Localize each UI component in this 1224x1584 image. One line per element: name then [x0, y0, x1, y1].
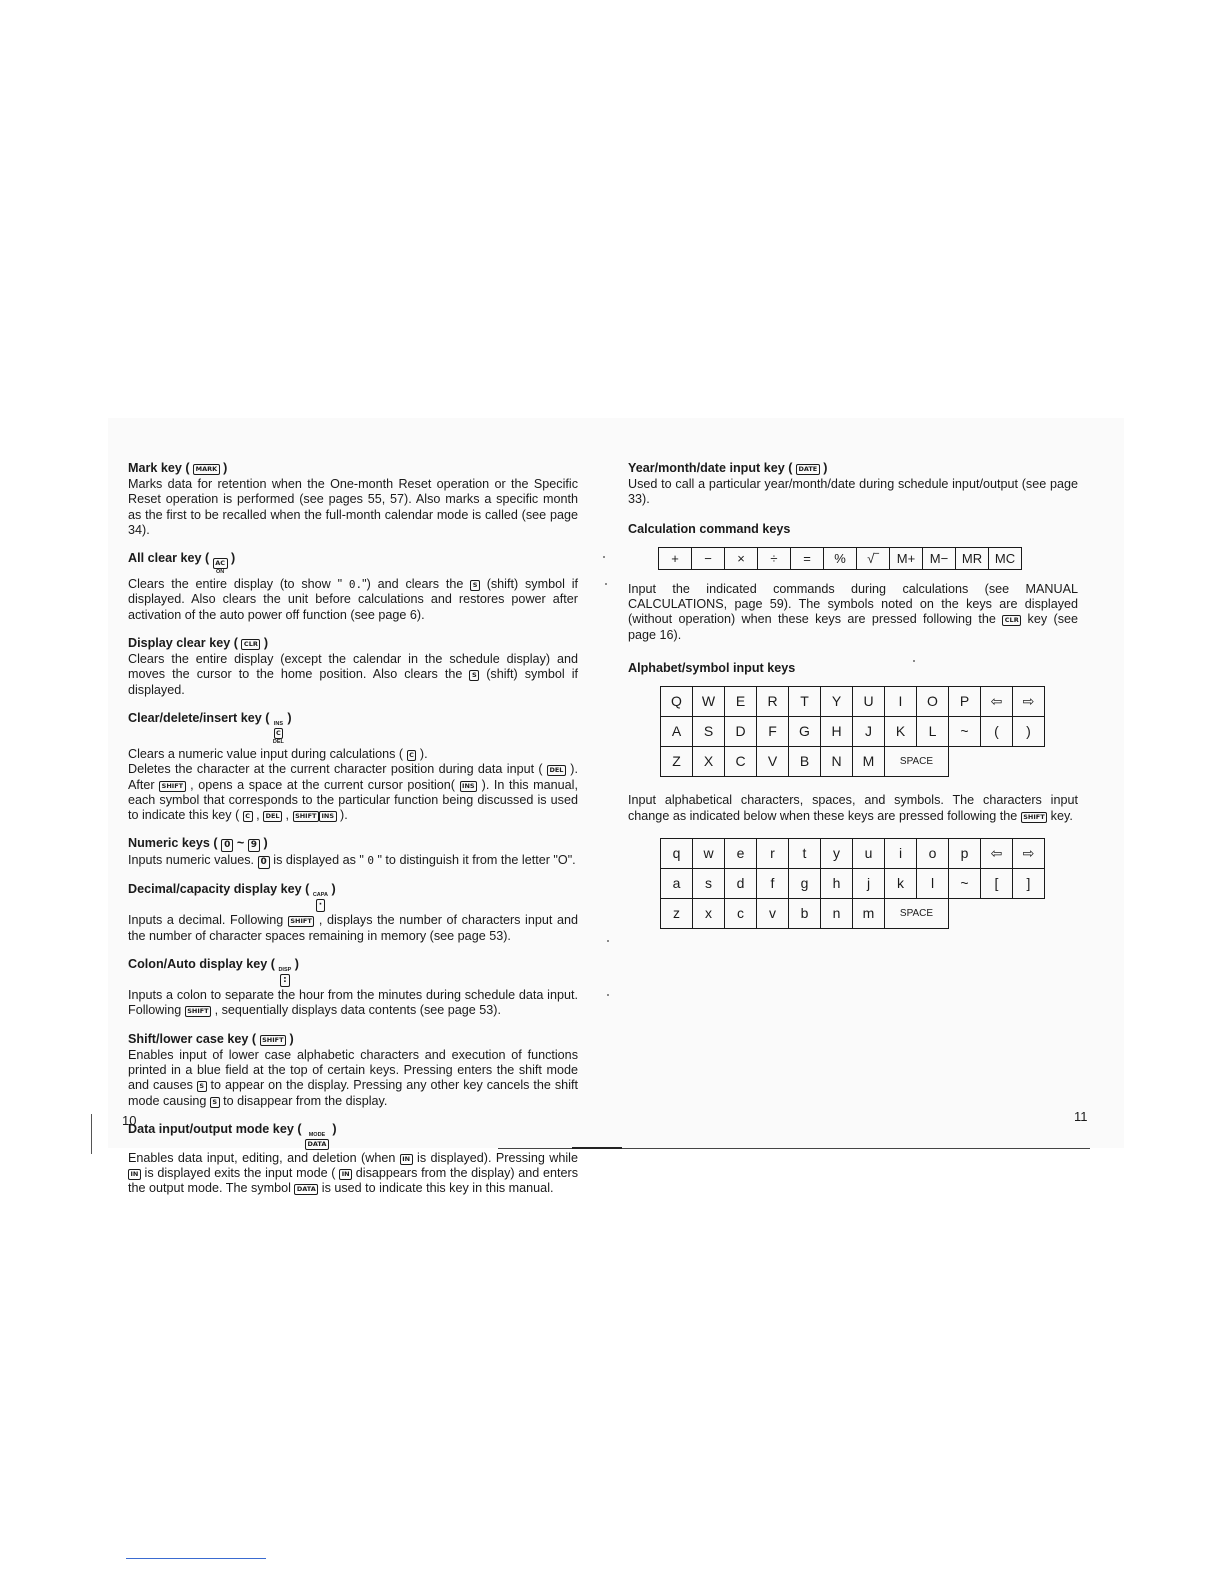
- shift-lower-case-key-section: [128, 1031, 578, 1109]
- key-row: [661, 898, 1045, 928]
- right-page: [628, 460, 1078, 929]
- calc-key: ×: [725, 547, 758, 569]
- section-title: Colon/Auto display key ( DISP : ): [128, 957, 299, 986]
- colon-auto-display-key-section: [128, 956, 578, 1019]
- shift-key-icon: SHIFT: [260, 1035, 286, 1046]
- alpha-key: v: [757, 898, 789, 928]
- alpha-key: [: [981, 868, 1013, 898]
- alpha-key: Z: [661, 747, 693, 777]
- in-symbol-icon: IN: [400, 1154, 413, 1165]
- calc-key: +: [659, 547, 692, 569]
- shift-key-icon: SHIFT: [159, 781, 185, 792]
- page-number-left: 10: [122, 1113, 137, 1128]
- alpha-key: N: [821, 747, 853, 777]
- alpha-key: V: [757, 747, 789, 777]
- alpha-key: a: [661, 868, 693, 898]
- data-input-output-mode-key-section: [128, 1121, 578, 1197]
- alpha-key: L: [917, 717, 949, 747]
- alpha-key: W: [693, 687, 725, 717]
- calc-key: MR: [956, 547, 989, 569]
- section-body: Clears a numeric value input during calculations ( C ). Deletes the character at the current character position during data input ( DEL ). After SHIFT , opens a space at the current cursor position( INS ). In this manual, each symbol that corresponds to the particular function being discussed is used to indicate this key ( C , DEL , SHIFT INS ).: [128, 746, 578, 823]
- alpha-key: T: [789, 687, 821, 717]
- section-title: Decimal/capacity display key ( CAPA · ): [128, 882, 336, 911]
- alpha-key: (: [981, 717, 1013, 747]
- c-del-ins-key-icon: INS C DEL: [272, 720, 284, 745]
- section-body: Used to call a particular year/month/date during schedule input/output (see page 33).: [628, 477, 1078, 507]
- alpha-key: n: [821, 898, 853, 928]
- alpha-key: m: [853, 898, 885, 928]
- alpha-key: ⇦: [981, 838, 1013, 868]
- alpha-key: M: [853, 747, 885, 777]
- section-title: Mark key ( MARK ): [128, 461, 228, 475]
- section-body: Inputs a colon to separate the hour from the minutes during schedule data input. Following SHIFT , sequentially displays data contents (see page 53).: [128, 988, 578, 1018]
- data-symbol-icon: DATA: [294, 1184, 318, 1195]
- alpha-key: ~: [949, 717, 981, 747]
- alpha-key: ⇨: [1013, 838, 1045, 868]
- section-body: Clears the entire display (to show " 0.") and clears the S (shift) symbol if displayed. Also clears the unit before calculations and restores power after activation of the auto power off function (see page 6).: [128, 577, 578, 622]
- clr-key-icon: CLR: [1002, 615, 1021, 626]
- calc-key: M−: [923, 547, 956, 569]
- calc-keys-description: Input the indicated commands during calculations (see MANUAL CALCULATIONS, page 59). The symbols noted on the keys are displayed (without operation) when these keys are pressed following the CLR key (see page 16).: [628, 581, 1078, 642]
- del-key-icon: DEL: [547, 765, 566, 776]
- uppercase-keys-table: [660, 686, 1045, 777]
- alpha-key: l: [917, 868, 949, 898]
- alpha-key: s: [693, 868, 725, 898]
- space-key: SPACE: [885, 898, 949, 928]
- shift-key-icon: SHIFT: [293, 811, 319, 822]
- mark-key-icon: MARK: [193, 464, 220, 475]
- space-key: SPACE: [885, 747, 949, 777]
- alpha-key: P: [949, 687, 981, 717]
- section-title: Display clear key ( CLR ): [128, 636, 269, 651]
- speck: [607, 994, 609, 996]
- alpha-key: Q: [661, 687, 693, 717]
- alpha-key: j: [853, 868, 885, 898]
- alpha-key: x: [693, 898, 725, 928]
- shift-symbol-icon: S: [469, 670, 479, 681]
- alpha-key: U: [853, 687, 885, 717]
- clr-key-icon: CLR: [241, 639, 260, 650]
- in-symbol-icon: IN: [339, 1169, 352, 1180]
- shift-symbol-icon: S: [470, 580, 480, 591]
- calc-key: %: [824, 547, 857, 569]
- alpha-key: R: [757, 687, 789, 717]
- shift-key-icon: SHIFT: [1021, 812, 1047, 823]
- section-title: Numeric keys ( 0 ~ 9 ): [128, 836, 268, 851]
- ins-key-icon: INS: [319, 811, 337, 822]
- section-body: Inputs a decimal. Following SHIFT , displays the number of characters input and the number of character spaces remaining in memory (see page 53).: [128, 913, 578, 943]
- all-clear-key-section: [128, 550, 578, 623]
- decimal-capacity-key-section: [128, 881, 578, 944]
- alpha-key: D: [725, 717, 757, 747]
- calc-key: M+: [890, 547, 923, 569]
- calc-key: −: [692, 547, 725, 569]
- nine-key-icon: 9: [248, 839, 260, 852]
- alpha-key: ): [1013, 717, 1045, 747]
- key-row: [661, 838, 1045, 868]
- alpha-key: k: [885, 868, 917, 898]
- alpha-key: d: [725, 868, 757, 898]
- left-page: [128, 460, 578, 1209]
- clear-delete-insert-key-section: [128, 710, 578, 823]
- alpha-key: X: [693, 747, 725, 777]
- alpha-key: h: [821, 868, 853, 898]
- zero-key-icon: 0: [258, 856, 270, 869]
- section-body: Clears the entire display (except the calendar in the schedule display) and moves the cursor to the home position. Also clears the S (shift) symbol if displayed.: [128, 652, 578, 697]
- key-row: [661, 717, 1045, 747]
- zero-key-icon: 0: [221, 839, 233, 852]
- display-zero: 0: [367, 854, 374, 868]
- shift-key-icon: SHIFT: [185, 1006, 211, 1017]
- alpha-key: B: [789, 747, 821, 777]
- alpha-key: ~: [949, 868, 981, 898]
- alpha-key: F: [757, 717, 789, 747]
- alpha-key: b: [789, 898, 821, 928]
- alpha-key: z: [661, 898, 693, 928]
- speck: [603, 556, 605, 558]
- ac-on-key-icon: AC ON: [213, 558, 228, 576]
- alpha-key: q: [661, 838, 693, 868]
- alpha-key: e: [725, 838, 757, 868]
- alpha-key: K: [885, 717, 917, 747]
- numeric-keys-section: [128, 835, 578, 869]
- section-title: Data input/output mode key ( MODE DATA ): [128, 1121, 337, 1148]
- section-body: Inputs numeric values. 0 is displayed as " 0 " to distinguish it from the letter "O".: [128, 853, 576, 868]
- c-key-icon: C: [407, 750, 417, 761]
- ins-key-icon: INS: [460, 781, 478, 792]
- mode-data-key-icon: MODE DATA: [305, 1132, 329, 1150]
- c-key-icon: C: [243, 811, 253, 822]
- del-key-icon: DEL: [263, 811, 282, 822]
- shift-symbol-icon: S: [210, 1097, 220, 1108]
- key-row: [661, 687, 1045, 717]
- section-title: Shift/lower case key ( SHIFT ): [128, 1031, 294, 1046]
- alpha-key: g: [789, 868, 821, 898]
- alpha-key: ⇨: [1013, 687, 1045, 717]
- section-title: All clear key ( AC ON ): [128, 551, 236, 576]
- alpha-key: u: [853, 838, 885, 868]
- section-body: Enables input of lower case alphabetic characters and execution of functions printed in a blue field at the top of certain keys. Pressing enters the shift mode and causes S to appear on the display. Pressing any other key cancels the shift mode causing S to disappear from the display.: [128, 1047, 578, 1108]
- calc-key: =: [791, 547, 824, 569]
- alpha-key: ⇦: [981, 687, 1013, 717]
- alpha-key: E: [725, 687, 757, 717]
- alpha-key: H: [821, 717, 853, 747]
- decimal-key-icon: CAPA ·: [312, 892, 328, 911]
- section-body: Enables data input, editing, and deletion (when IN is displayed). Pressing while IN is displayed exits the input mode ( IN disappears from the display) and enters the output mode. The symbol DATA is used to indicate this key in this manual.: [128, 1150, 578, 1196]
- mark-key-section: [128, 460, 578, 538]
- calc-key: MC: [989, 547, 1022, 569]
- calc-keys-row: [659, 547, 1022, 569]
- alpha-keys-description: Input alphabetical characters, spaces, and symbols. The characters input change as indicated below when these keys are pressed following the SHIFT key.: [628, 793, 1078, 823]
- alpha-key: o: [917, 838, 949, 868]
- in-symbol-icon: IN: [128, 1169, 141, 1180]
- alpha-key: A: [661, 717, 693, 747]
- page-number-right: 11: [1074, 1109, 1088, 1124]
- key-row: [661, 868, 1045, 898]
- alpha-key: ]: [1013, 868, 1045, 898]
- colon-key-icon: DISP :: [278, 967, 292, 986]
- alpha-key: f: [757, 868, 789, 898]
- speck: [605, 583, 607, 585]
- alpha-key: y: [821, 838, 853, 868]
- alpha-key: O: [917, 687, 949, 717]
- calc-keys-title: Calculation command keys: [628, 521, 791, 536]
- section-title: Year/month/date input key ( DATE ): [628, 461, 828, 475]
- alpha-key: J: [853, 717, 885, 747]
- alpha-key: S: [693, 717, 725, 747]
- alpha-key: p: [949, 838, 981, 868]
- alpha-key: r: [757, 838, 789, 868]
- date-key-icon: DATE: [796, 464, 820, 475]
- speck: [913, 660, 915, 662]
- lowercase-keys-table: [660, 838, 1045, 929]
- alpha-key: t: [789, 838, 821, 868]
- display-zero: 0.: [348, 578, 363, 592]
- alpha-key: i: [885, 838, 917, 868]
- display-clear-key-section: [128, 635, 578, 698]
- left-margin-rule: [91, 1114, 92, 1154]
- calc-key: ÷: [758, 547, 791, 569]
- year-month-date-key-section: [628, 460, 1078, 508]
- calc-key: √‾: [857, 547, 890, 569]
- calc-keys-table: [658, 547, 1022, 570]
- alpha-key: Y: [821, 687, 853, 717]
- shift-symbol-icon: S: [197, 1081, 207, 1092]
- speck: [607, 940, 609, 942]
- section-title: Clear/delete/insert key ( INS C DEL ): [128, 710, 292, 745]
- alpha-keys-title: Alphabet/symbol input keys: [628, 661, 796, 676]
- alpha-key: C: [725, 747, 757, 777]
- shift-key-icon: SHIFT: [288, 916, 314, 927]
- alpha-key: G: [789, 717, 821, 747]
- alpha-key: c: [725, 898, 757, 928]
- section-body: Marks data for retention when the One-month Reset operation or the Specific Reset operation is performed (see pages 55, 57). Also marks a specific month as the first to be recalled when the full-month calendar mode is called (see page 34).: [128, 477, 578, 537]
- bottom-rule-mark: [572, 1147, 622, 1149]
- key-row: [661, 747, 1045, 777]
- footer-blue-line: [126, 1558, 266, 1559]
- alpha-key: I: [885, 687, 917, 717]
- alpha-key: w: [693, 838, 725, 868]
